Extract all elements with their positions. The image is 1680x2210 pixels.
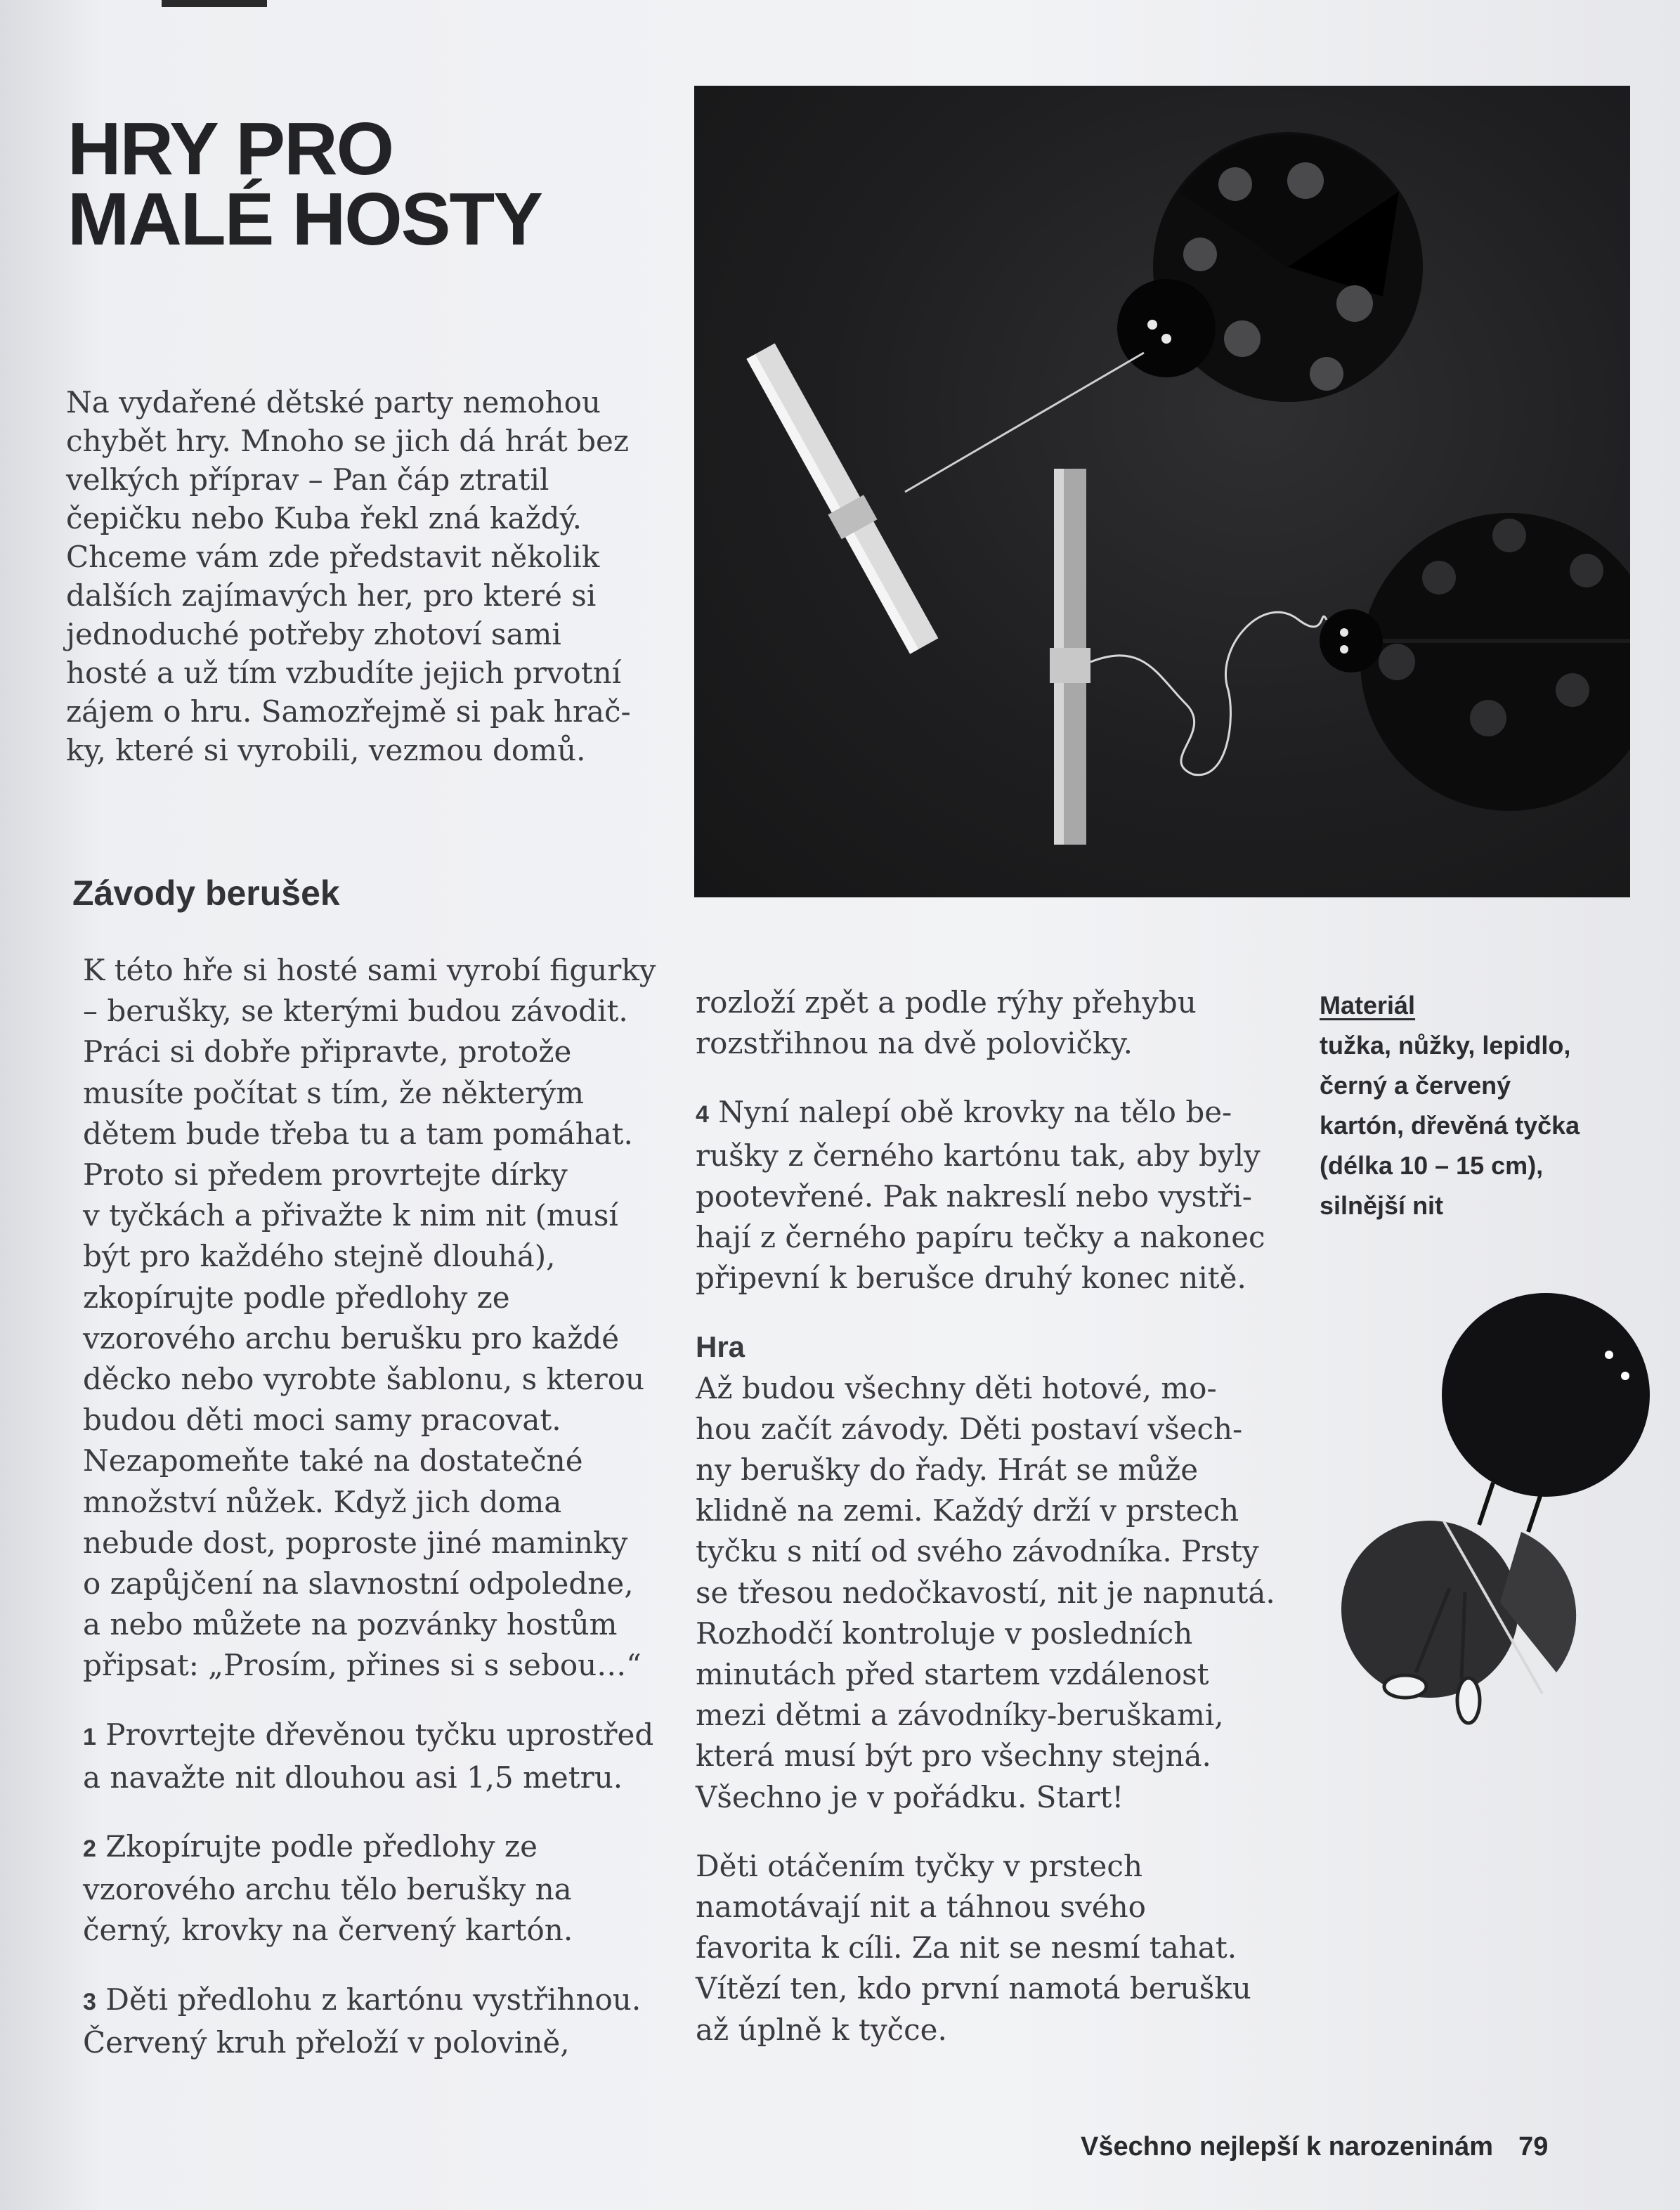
intro-line: jednoduché potřeby zhotoví sami [66,617,561,651]
step-2 [83,1826,687,1869]
thread-icon [905,353,1144,492]
body-line: až úplně k tyčce. [696,2012,947,2047]
step-number: 3 [83,1988,96,2015]
step-4 [696,1092,1314,1135]
body-line: Děti otáčením tyčky v prstech [696,1848,1142,1883]
body-line: připsat: „Prosím, přines si s sebou…“ [83,1648,642,1683]
body-line: rozloží zpět a podle rýhy přehybu [696,985,1197,1020]
body-line: mezi dětmi a závodníky-beruškami, [696,1698,1224,1733]
page-footer [1081,2132,1548,2162]
step-number: 2 [83,1835,96,1863]
page-number: 79 [1518,2132,1549,2162]
body-line: hají z černého papíru tečky a nakonec [696,1220,1265,1255]
body-line: vzorového archu berušku pro každé [83,1320,620,1356]
text-column-1 [83,950,687,2063]
photo-illustration [694,86,1630,897]
step-text: Zkopírujte podle předlohy ze [96,1829,538,1864]
body-line: černý, krovky na červený kartón. [83,1913,573,1948]
body-line: dětem bude třeba tu a tam pomáhat. [83,1116,633,1151]
body-line: Nezapomeňte také na dostatečné [83,1443,583,1478]
top-edge-mark [162,0,267,7]
material-line: silnější nit [1320,1191,1444,1220]
body-line: tyčku s nití od svého závodníka. Prsty [696,1534,1259,1569]
intro-line: Na vydařené dětské party nemohou [66,385,601,420]
body-line: zkopírujte podle předlohy ze [83,1280,510,1315]
body-line: o zapůjčení na slavnostní odpoledne, [83,1566,634,1601]
body-line: Rozhodčí kontroluje v posledních [696,1616,1193,1651]
body-line: rozstřihnou na dvě polovičky. [696,1026,1133,1061]
body-line: v tyčkách a přivažte k nim nit (musí [83,1198,618,1233]
body-line: děcko nebo vyrobte šablonu, s kterou [83,1362,645,1397]
intro-line: ky, které si vyrobili, vezmou domů. [66,733,586,767]
body-line: Červený kruh přeloží v polovině, [83,2024,570,2060]
title-line-1: HRY PRO [67,108,393,190]
body-line: množství nůžek. Když jich doma [83,1484,562,1519]
body-line: namotávají nit a táhnou svého [696,1890,1146,1925]
body-line: favorita k cíli. Za nit se nesmí tahat. [696,1930,1237,1965]
material-line: kartón, dřevěná tyčka [1320,1111,1580,1140]
body-line: Až budou všechny děti hotové, mo- [696,1370,1217,1405]
ladybug-icon [1117,132,1423,402]
material-line: (délka 10 – 15 cm), [1320,1151,1544,1180]
body-line: nebude dost, poproste jiné maminky [83,1525,628,1560]
intro-paragraph [66,383,649,769]
step-text: Děti předlohu z kartónu vystřihnou. [96,1982,642,2017]
body-line: – berušky, se kterými budou závodit. [83,994,628,1029]
body-line: vzorového archu tělo berušky na [83,1872,572,1907]
step-1 [83,1715,687,1757]
material-line: černý a červený [1320,1071,1511,1100]
body-line: být pro každého stejně dlouhá), [83,1239,556,1274]
stick-icon [1050,469,1090,845]
game-subheading: Hra [696,1330,745,1364]
intro-line: hosté a už tím vzbudíte jejich prvotní [66,656,622,690]
intro-line: chybět hry. Mnoho se jich dá hrát bez [66,424,629,458]
thread-icon [1090,612,1327,775]
body-line: Proto si předem provrtejte dírky [83,1157,568,1192]
intro-line: Chceme vám zde představit několik [66,540,600,574]
craft-illustration [1331,1279,1669,1743]
text-column-2 [696,982,1314,2050]
step-text: Nyní nalepí obě krovky na tělo be- [708,1095,1232,1130]
ladybug-icon [1320,513,1630,811]
body-line: klidně na zemi. Každý drží v prstech [696,1493,1239,1528]
body-line: ny berušky do řady. Hrát se může [696,1452,1199,1488]
body-line: a navažte nit dlouhou asi 1,5 metru. [83,1760,623,1795]
intro-line: dalších zajímavých her, pro které si [66,578,597,613]
material-line: tužka, nůžky, lepidlo, [1320,1031,1571,1060]
body-line: Vítězí ten, kdo první namotá berušku [696,1971,1251,2006]
step-number: 1 [83,1723,96,1750]
body-line: a nebo můžete na pozvánky hostům [83,1607,618,1642]
ladybug-toys-photo [694,86,1630,897]
body-line: musíte počítat s tím, že některým [83,1075,585,1110]
stick-icon [743,342,942,656]
section-title: Závody berušek [72,873,340,913]
step-text: Provrtejte dřevěnou tyčku uprostřed [96,1717,654,1752]
title-line-2: MALÉ HOSTY [67,178,542,261]
body-line: připevní k berušce druhý konec nitě. [696,1261,1246,1296]
intro-line: zájem o hru. Samozřejmě si pak hrač- [66,694,631,729]
intro-line: čepičku nebo Kuba řekl zná každý. [66,501,582,535]
body-line: minutách před startem vzdálenost [696,1657,1209,1692]
footer-title: Všechno nejlepší k narozeninám [1081,2132,1494,2162]
body-line: budou děti moci samy pracovat. [83,1403,561,1438]
body-line: která musí být pro všechny stejná. [696,1738,1211,1774]
intro-line: velkých příprav – Pan čáp ztratil [66,462,549,497]
body-line: rušky z černého kartónu tak, aby byly [696,1138,1261,1173]
ladybug-craft-icon [1331,1279,1669,1743]
body-line: K této hře si hosté sami vyrobí figurky [83,953,656,987]
page-title [67,108,542,261]
body-line: Všechno je v pořádku. Start! [696,1779,1124,1814]
material-title: Materiál [1320,991,1416,1020]
step-number: 4 [696,1101,709,1129]
body-line: hou začít závody. Děti postaví všech- [696,1411,1243,1446]
material-box [1320,985,1643,1226]
body-line: pootevřené. Pak nakreslí nebo vystři- [696,1178,1252,1214]
body-line: Práci si dobře připravte, protože [83,1034,572,1070]
step-3 [83,1980,687,2022]
body-line: se třesou nedočkavostí, nit je napnutá. [696,1575,1275,1610]
